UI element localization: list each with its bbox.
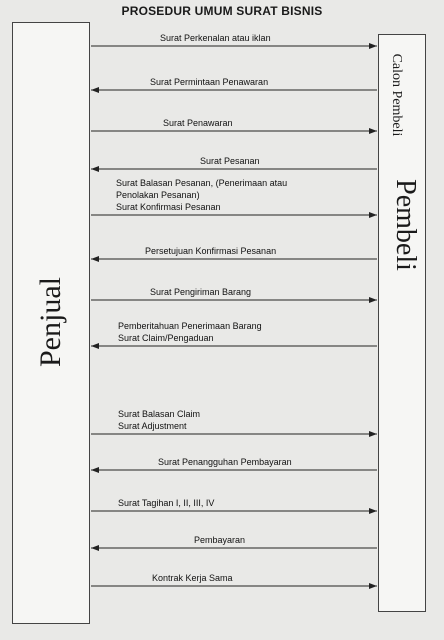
message-label-2: Surat Permintaan Penawaran xyxy=(150,77,269,87)
message-label-7: Surat Pengiriman Barang xyxy=(150,287,252,297)
message-label-4: Surat Pesanan xyxy=(200,156,260,166)
prospective-buyer-label: Calon Pembeli xyxy=(389,53,404,137)
message-label-13: Kontrak Kerja Sama xyxy=(152,573,233,583)
message-label-8-line-1: Pemberitahuan Penerimaan Barang xyxy=(118,321,262,331)
message-label-5-line-3: Surat Konfirmasi Pesanan xyxy=(116,202,221,212)
buyer-label: Pembeli xyxy=(390,179,421,271)
message-label-9-line-1: Surat Balasan Claim xyxy=(118,409,201,419)
message-label-6: Persetujuan Konfirmasi Pesanan xyxy=(145,246,277,256)
message-label-1: Surat Perkenalan atau iklan xyxy=(160,33,271,43)
message-label-12: Pembayaran xyxy=(194,535,246,545)
message-label-11: Surat Tagihan I, II, III, IV xyxy=(118,498,215,508)
message-label-10: Surat Penangguhan Pembayaran xyxy=(158,457,292,467)
message-label-9-line-2: Surat Adjustment xyxy=(118,421,187,431)
message-label-5-line-2: Penolakan Pesanan) xyxy=(116,190,200,200)
diagram-title: PROSEDUR UMUM SURAT BISNIS xyxy=(121,4,323,18)
message-label-5-line-1: Surat Balasan Pesanan, (Penerimaan atau xyxy=(116,178,288,188)
message-label-8-line-2: Surat Claim/Pengaduan xyxy=(118,333,214,343)
seller-label: Penjual xyxy=(34,277,67,367)
message-label-3: Surat Penawaran xyxy=(163,118,233,128)
